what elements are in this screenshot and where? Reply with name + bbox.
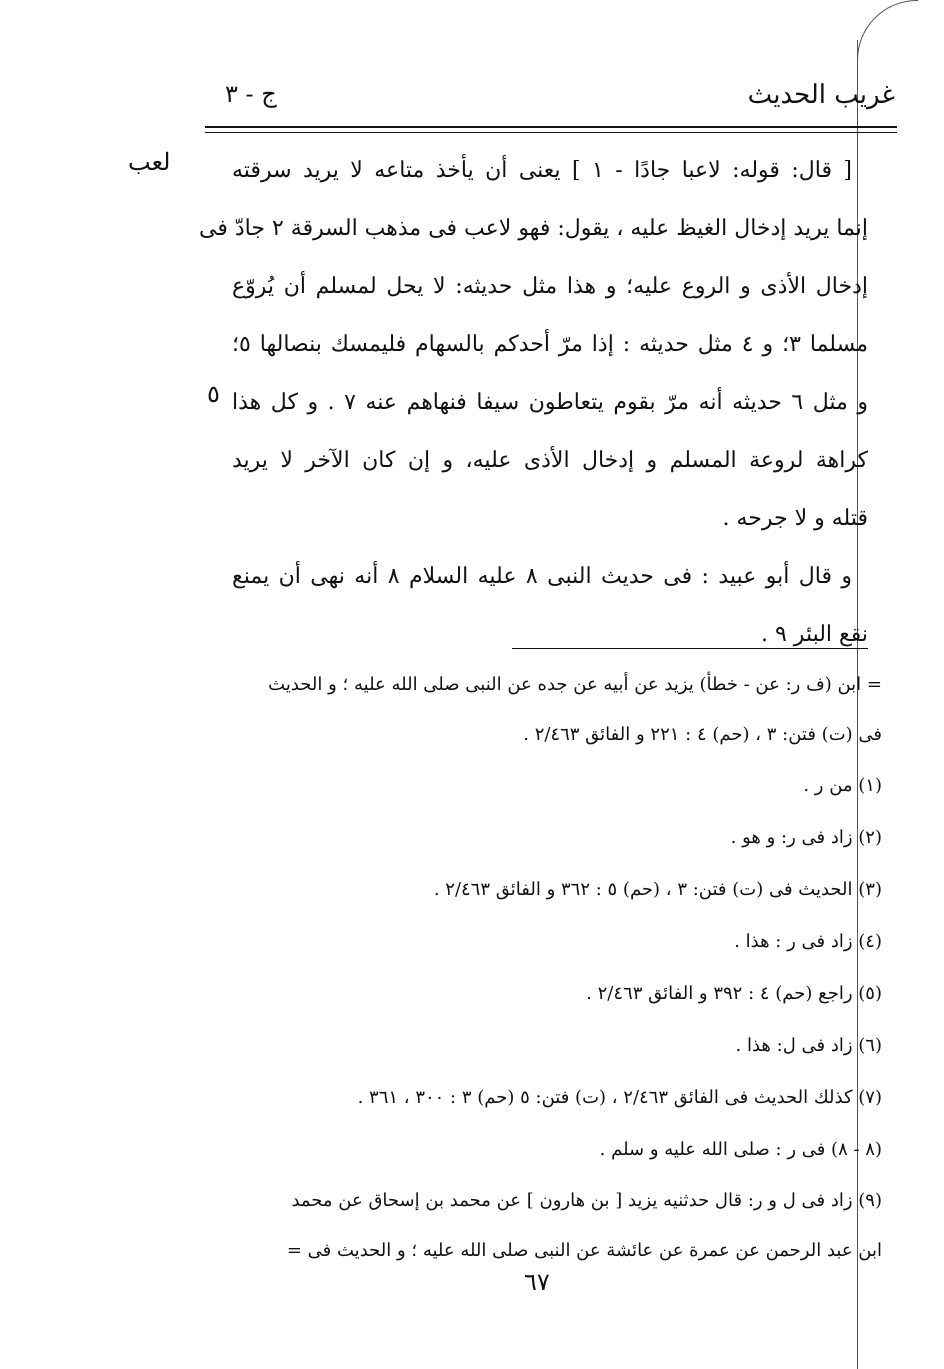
margin-headword: لعب: [128, 148, 171, 176]
header-rule-thin: [205, 132, 897, 133]
text-line: مسلما ٣؛ و ٤ مثل حديثه : إذا مرّ أحدكم بالسهام فليمسك بنصالها ٥؛: [232, 332, 868, 357]
text-line: إنما يريد إدخال الغيظ عليه ، يقول: فهو لاعب فى مذهب السرقة ٢ جادّ فى: [199, 216, 868, 241]
volume-label: ج - ٣: [225, 80, 277, 108]
footnote-line: (٩) زاد فى ل و ر: قال حدثنيه يزيد [ بن هارون ] عن محمد بن إسحاق عن محمد: [291, 1190, 882, 1211]
footnote-line: = ابن (ف ر: عن - خطأ) يزيد عن أبيه عن جده عن النبى صلى الله عليه ؛ و الحديث: [268, 674, 882, 695]
footnotes: [222, 660, 882, 1276]
text-line: و مثل ٦ حديثه أنه مرّ بقوم يتعاطون سيفا فنهاهم عنه ٧ . و كل هذا: [232, 390, 868, 415]
text-line: نقع البئر ٩ .: [760, 622, 868, 647]
page-corner-curl: [857, 0, 918, 61]
book-title: غريب الحديث: [747, 80, 895, 110]
text-line: قتله و لا جرحه .: [722, 506, 868, 531]
text-line: [ قال: قوله: لاعبا جادًا - ١ ] يعنى أن يأخذ متاعه لا يريد سرقته: [232, 158, 852, 183]
footnote-line: (٧) كذلك الحديث فى الفائق ٢/٤٦٣ ، (ت) فتن: ٥ (حم) ٣ : ٣٠٠ ، ٣٦١ .: [357, 1087, 882, 1108]
footnote-line: ابن عبد الرحمن عن عمرة عن عائشة عن النبى صلى الله عليه ؛ و الحديث فى =: [286, 1240, 882, 1261]
footnote-line: (١) من ر .: [803, 775, 882, 796]
main-text: [199, 142, 868, 664]
footnote-rule: [512, 648, 868, 649]
footnote-line: فى (ت) فتن: ٣ ، (حم) ٤ : ٢٢١ و الفائق ٢/٤٦٣ .: [523, 724, 882, 745]
text-line: إدخال الأذى و الروع عليه؛ و هذا مثل حديثه: لا يحل لمسلم أن يُروّع: [232, 274, 868, 299]
margin-line-number: ٥: [207, 380, 220, 408]
footnote-line: (٨ - ٨) فى ر : صلى الله عليه و سلم .: [599, 1139, 882, 1160]
footnote-line: (٤) زاد فى ر : هذا .: [734, 931, 882, 952]
text-line: و قال أبو عبيد : فى حديث النبى ٨ عليه السلام ٨ أنه نهى أن يمنع: [232, 564, 853, 589]
footnote-line: (٢) زاد فى ر: و هو .: [730, 827, 882, 848]
footnote-line: (٣) الحديث فى (ت) فتن: ٣ ، (حم) ٥ : ٣٦٢ و الفائق ٢/٤٦٣ .: [433, 879, 882, 900]
running-header: [225, 80, 895, 120]
text-line: كراهة لروعة المسلم و إدخال الأذى عليه، و إن كان الآخر لا يريد: [232, 448, 868, 473]
footnote-line: (٦) زاد فى ل: هذا .: [735, 1035, 882, 1056]
page-number: ٦٧: [524, 1268, 550, 1296]
header-rule-thick: [205, 126, 897, 128]
footnote-line: (٥) راجع (حم) ٤ : ٣٩٢ و الفائق ٢/٤٦٣ .: [586, 983, 882, 1004]
